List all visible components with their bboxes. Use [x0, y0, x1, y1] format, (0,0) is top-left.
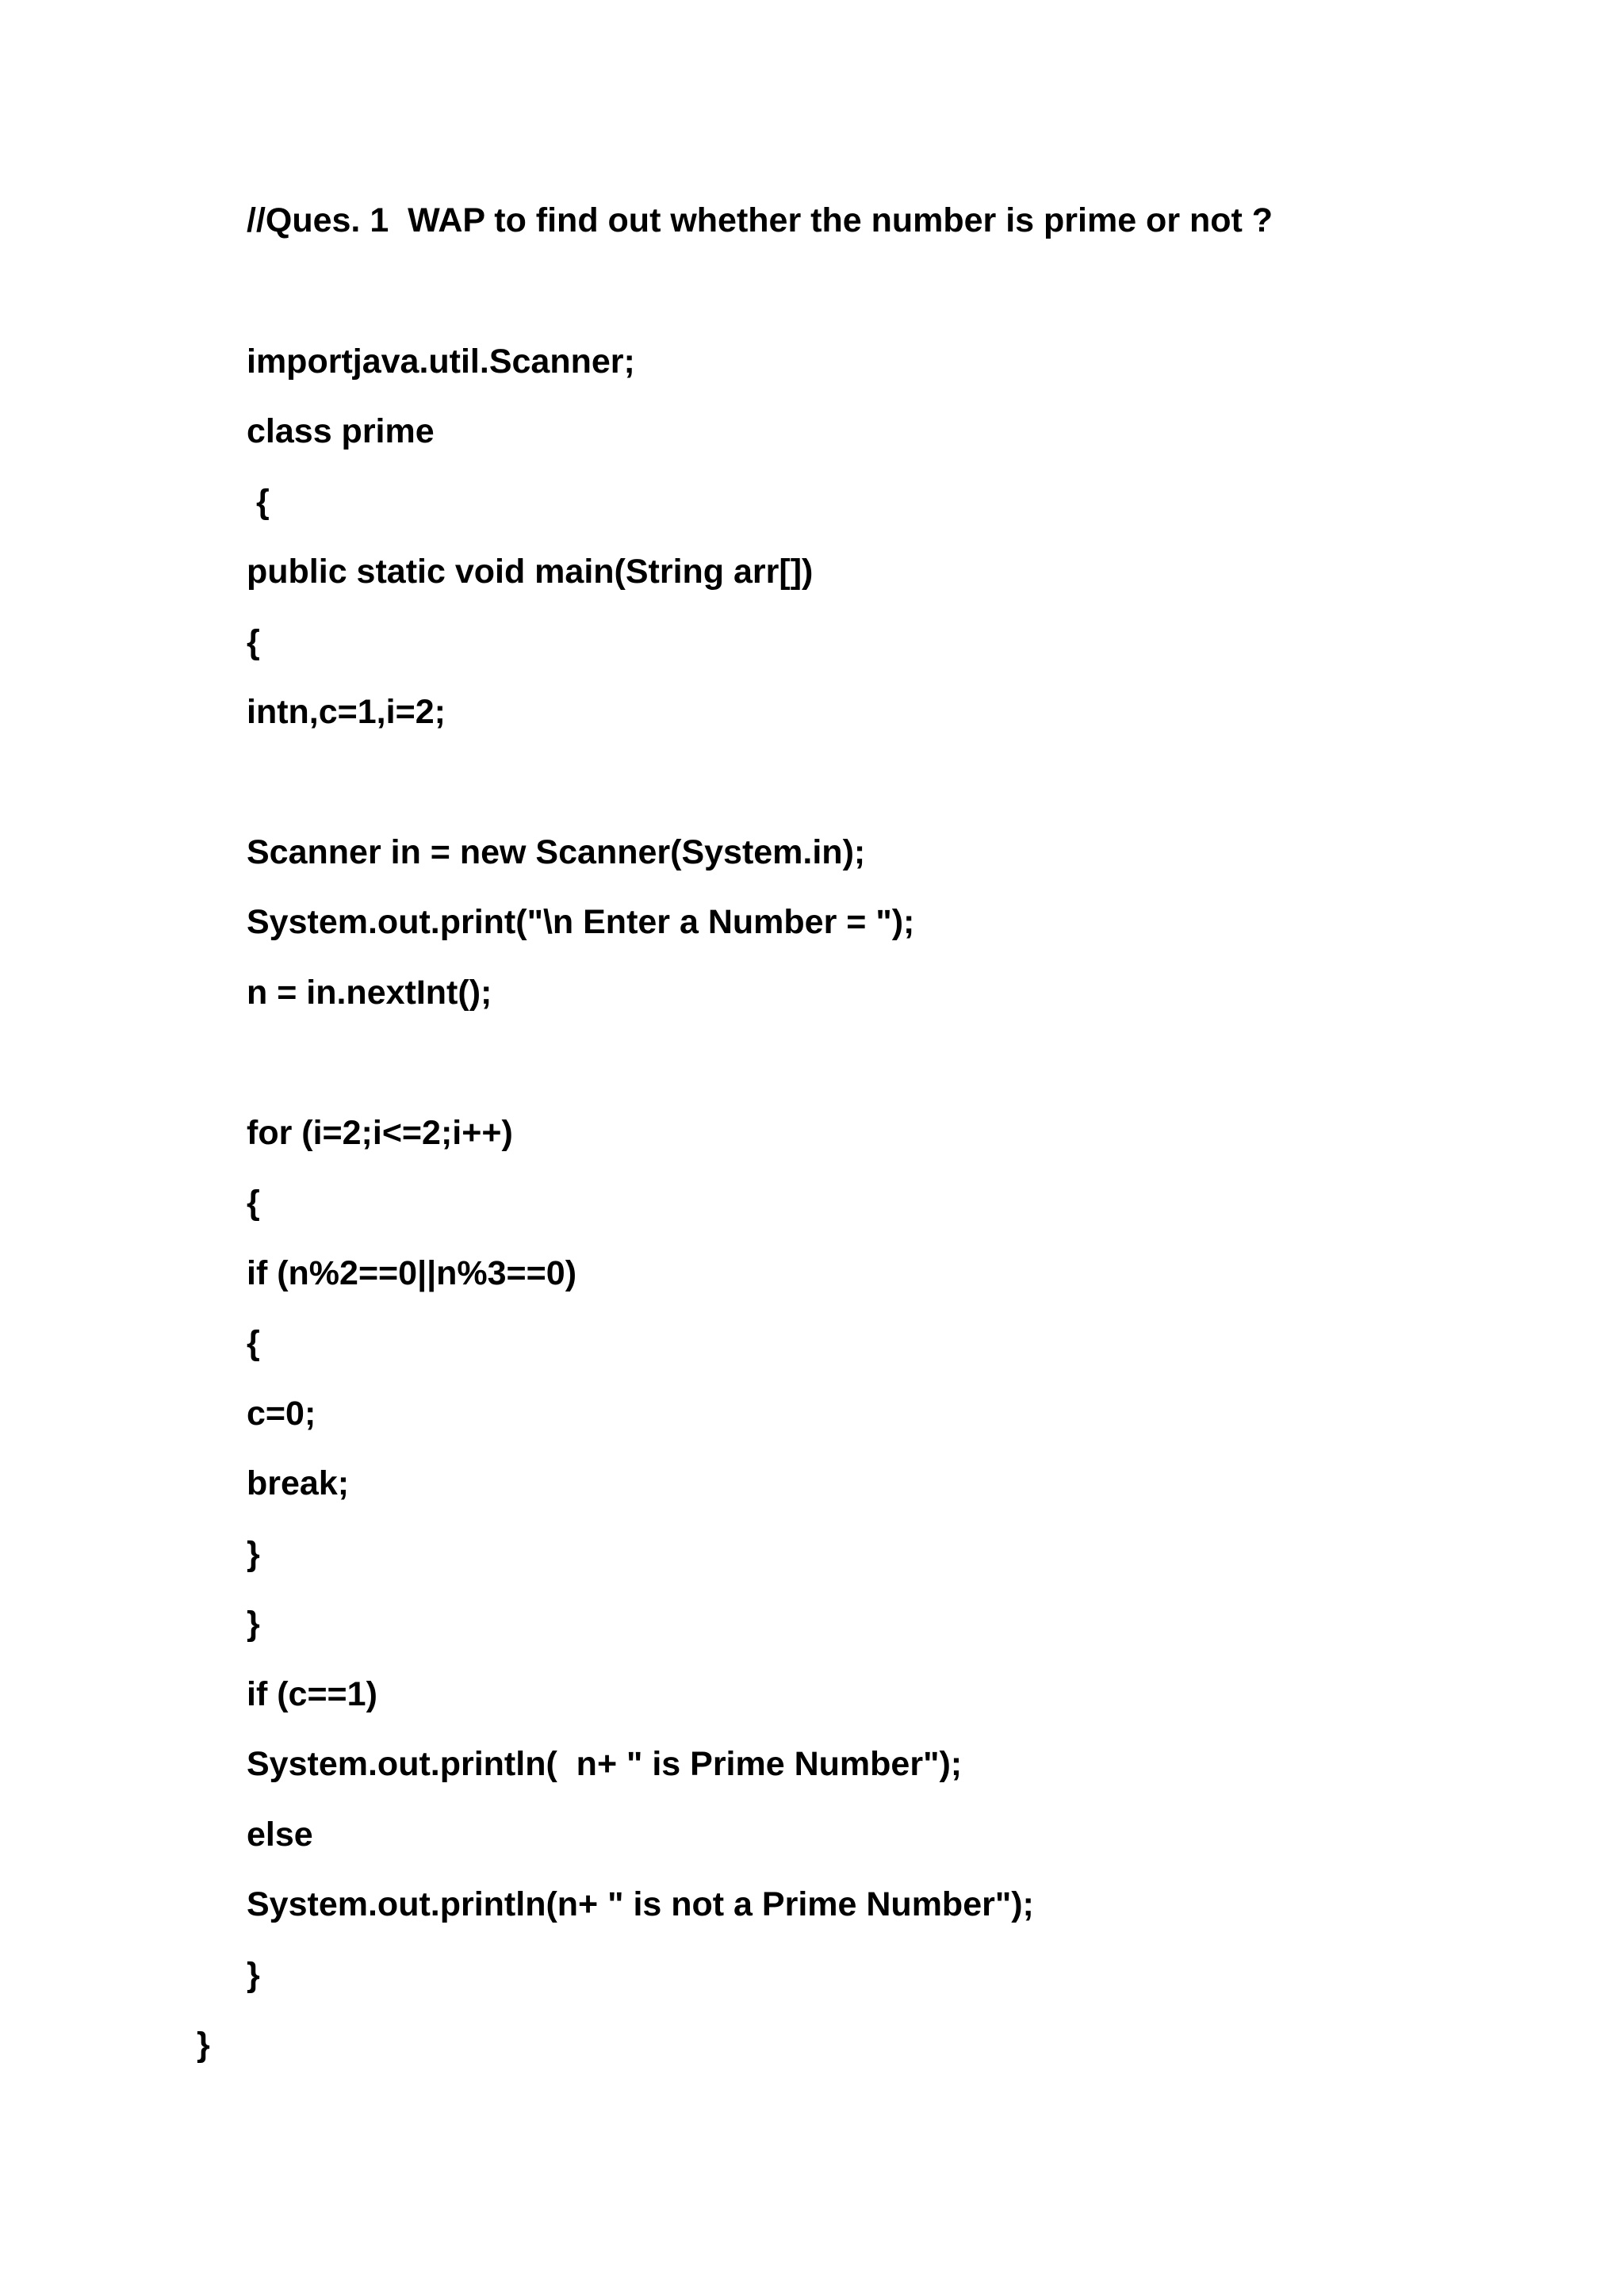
code-line-assign-c: c=0; — [247, 1395, 316, 1433]
code-line-break: break; — [247, 1464, 350, 1502]
code-line-for-open-brace: { — [247, 1184, 260, 1222]
code-line-main-method: public static void main(String arr[]) — [247, 553, 814, 591]
code-line-import: importjava.util.Scanner; — [247, 342, 635, 381]
code-line-variable-declaration: intn,c=1,i=2; — [247, 693, 446, 731]
code-line-else: else — [247, 1816, 313, 1854]
code-line-if-c-check: if (c==1) — [247, 1675, 377, 1713]
code-line-println-not-prime: System.out.println(n+ " is not a Prime Number"); — [247, 1885, 1034, 1923]
code-line-class-open-brace: { — [247, 483, 270, 521]
code-line-if-open-brace: { — [247, 1324, 260, 1362]
code-line-main-close-brace: } — [247, 1956, 260, 1994]
code-line-for-loop: for (i=2;i<=2;i++) — [247, 1114, 513, 1152]
code-line-read-input: n = in.nextInt(); — [247, 974, 492, 1012]
code-line-if-condition: if (n%2==0||n%3==0) — [247, 1254, 577, 1292]
code-line-class-close-brace: } — [197, 2026, 210, 2064]
question-heading: //Ques. 1 WAP to find out whether the number is prime or not ? — [247, 201, 1274, 239]
code-line-print-prompt: System.out.print("\n Enter a Number = "); — [247, 903, 915, 941]
code-line-class-declaration: class prime — [247, 412, 435, 450]
code-line-scanner: Scanner in = new Scanner(System.in); — [247, 833, 866, 871]
code-line-println-prime: System.out.println( n+ " is Prime Number"); — [247, 1745, 963, 1783]
code-line-if-close-brace: } — [247, 1535, 260, 1573]
code-line-main-open-brace: { — [247, 623, 260, 661]
code-line-for-close-brace: } — [247, 1605, 260, 1643]
